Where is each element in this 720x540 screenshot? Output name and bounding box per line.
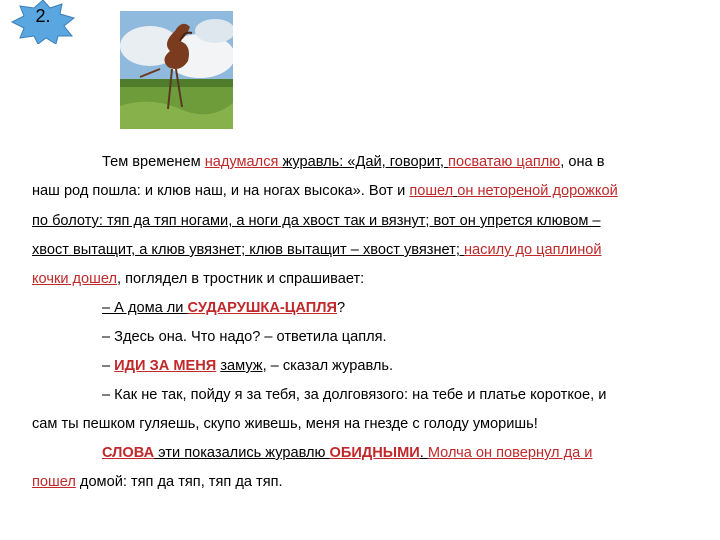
text-run: Тем временем: [102, 154, 205, 170]
text-run: по болоту: тяп да тяп ногами, а ноги да хвост так и вязнут; вот он упрется клювом –: [32, 213, 601, 229]
text-line: [32, 415, 692, 433]
text-run: СУДАРУШКА-ЦАПЛЯ: [187, 300, 337, 316]
text-run: сам ты пешком гуляешь, скупо живешь, меня на гнезде с голоду уморишь!: [32, 416, 538, 432]
text-line: [32, 241, 692, 259]
text-run: – А дома ли: [102, 300, 188, 316]
text-run: , – сказал журавль.: [262, 358, 394, 374]
text-line: [32, 444, 692, 462]
text-run: насилу до цаплиной: [463, 242, 602, 258]
text-run: журавль: «Дай, говорит,: [282, 154, 449, 170]
text-run: надумался: [204, 154, 283, 170]
text-run: – Здесь она. Что надо? – ответила цапля.: [102, 329, 387, 345]
text-run: кочки дошел: [32, 271, 118, 287]
text-run: эти показались журавлю: [154, 445, 330, 461]
text-run: замуж: [220, 358, 263, 374]
text-run: пошел: [32, 474, 76, 490]
text-run: он нетореной дорожкой: [457, 183, 618, 199]
text-run: домой: тяп да тяп, тяп да тяп.: [75, 474, 283, 490]
text-run: пошел: [409, 183, 454, 199]
text-line: [32, 299, 692, 317]
text-line: [32, 473, 692, 491]
text-line: [32, 357, 692, 375]
text-run: наш род пошла: и клюв наш, и на ногах высока». Вот и: [32, 183, 410, 199]
text-line: [32, 328, 692, 346]
text-run: , поглядел в тростник и спрашивает:: [117, 271, 365, 287]
text-line: [32, 270, 692, 288]
text-run: .: [419, 445, 428, 461]
text-run: СЛОВА: [102, 445, 155, 461]
text-run: Молча он повернул да и: [427, 445, 593, 461]
text-line: [32, 153, 692, 171]
text-run: –: [102, 358, 115, 374]
text-line: [32, 212, 692, 230]
text-run: , она в: [560, 154, 605, 170]
text-line: [32, 182, 692, 200]
text-run: ИДИ ЗА МЕНЯ: [114, 358, 217, 374]
slide-number-badge: [8, 0, 78, 44]
text-run: хвост вытащит, а клюв увязнет; клюв вытащит – хвост увязнет;: [32, 242, 464, 258]
slide-number: 2.: [35, 6, 51, 26]
text-run: ?: [336, 300, 346, 316]
text-run: – Как не так, пойду я за тебя, за долговязого: на тебе и платье короткое, и: [102, 387, 607, 403]
text-run: ОБИДНЫМИ: [329, 445, 420, 461]
crane-bird-illustration: [120, 11, 233, 129]
text-line: [32, 386, 692, 404]
text-run: посватаю цаплю: [448, 154, 561, 170]
